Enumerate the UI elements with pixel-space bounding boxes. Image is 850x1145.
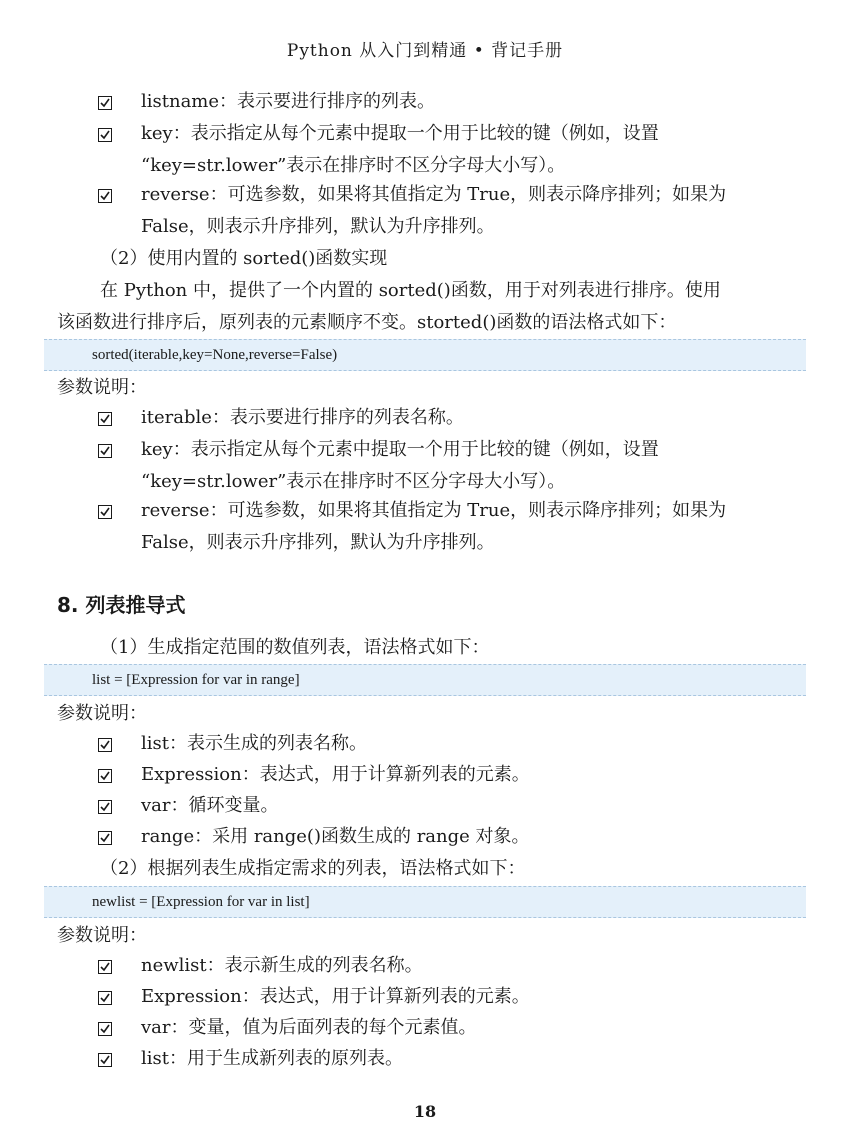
checkbox-icon bbox=[98, 128, 112, 142]
checkbox-icon bbox=[98, 1053, 112, 1067]
param-key-line2: “key=str.lower”表示在排序时不区分字母大小写）。 bbox=[141, 471, 566, 492]
code-block-range: list = [Expression for var in range] bbox=[44, 664, 806, 696]
param-var: var：变量，值为后面列表的每个元素值。 bbox=[141, 1017, 477, 1038]
param-list: list：表示生成的列表名称。 bbox=[141, 733, 367, 754]
page-header: Python 从入门到精通 • 背记手册 bbox=[286, 41, 564, 61]
param-key-line2: “key=str.lower”表示在排序时不区分字母大小写）。 bbox=[141, 155, 566, 176]
param-key-line1: key：表示指定从每个元素中提取一个用于比较的键（例如，设置 bbox=[141, 123, 659, 144]
code-block-sorted: sorted(iterable,key=None,reverse=False) bbox=[44, 339, 806, 371]
param-reverse-line2: False，则表示升序排列，默认为升序排列。 bbox=[141, 532, 495, 553]
checkbox-icon bbox=[98, 738, 112, 752]
params-label: 参数说明： bbox=[57, 925, 147, 946]
param-list-source: list：用于生成新列表的原列表。 bbox=[141, 1048, 403, 1069]
param-expression: Expression：表达式，用于计算新列表的元素。 bbox=[141, 986, 530, 1007]
param-iterable: iterable：表示要进行排序的列表名称。 bbox=[141, 407, 464, 428]
page-number: 18 bbox=[413, 1102, 437, 1121]
sorted-heading: （2）使用内置的 sorted()函数实现 bbox=[100, 248, 388, 269]
checkbox-icon bbox=[98, 800, 112, 814]
checkbox-icon bbox=[98, 444, 112, 458]
checkbox-icon bbox=[98, 960, 112, 974]
checkbox-icon bbox=[98, 505, 112, 519]
param-expression: Expression：表达式，用于计算新列表的元素。 bbox=[141, 764, 530, 785]
sorted-paragraph-line1: 在 Python 中，提供了一个内置的 sorted()函数，用于对列表进行排序。使用 bbox=[100, 280, 721, 301]
params-label: 参数说明： bbox=[57, 377, 147, 398]
checkbox-icon bbox=[98, 831, 112, 845]
param-var: var：循环变量。 bbox=[141, 795, 279, 816]
subsection-heading-1: （1）生成指定范围的数值列表，语法格式如下： bbox=[100, 637, 490, 658]
param-reverse-line1: reverse：可选参数，如果将其值指定为 True，则表示降序排列；如果为 bbox=[141, 184, 727, 205]
checkbox-icon bbox=[98, 991, 112, 1005]
params-label: 参数说明： bbox=[57, 703, 147, 724]
section-title: 8. 列表推导式 bbox=[57, 593, 186, 617]
checkbox-icon bbox=[98, 412, 112, 426]
code-block-list: newlist = [Expression for var in list] bbox=[44, 886, 806, 918]
param-range: range：采用 range()函数生成的 range 对象。 bbox=[141, 826, 530, 847]
subsection-heading-2: （2）根据列表生成指定需求的列表，语法格式如下： bbox=[100, 858, 526, 879]
sorted-paragraph-line2: 该函数进行排序后，原列表的元素顺序不变。storted()函数的语法格式如下： bbox=[57, 312, 677, 333]
checkbox-icon bbox=[98, 189, 112, 203]
checkbox-icon bbox=[98, 96, 112, 110]
param-listname: listname：表示要进行排序的列表。 bbox=[141, 91, 436, 112]
checkbox-icon bbox=[98, 769, 112, 783]
param-key-line1: key：表示指定从每个元素中提取一个用于比较的键（例如，设置 bbox=[141, 439, 659, 460]
param-newlist: newlist：表示新生成的列表名称。 bbox=[141, 955, 423, 976]
checkbox-icon bbox=[98, 1022, 112, 1036]
param-reverse-line1: reverse：可选参数，如果将其值指定为 True，则表示降序排列；如果为 bbox=[141, 500, 727, 521]
param-reverse-line2: False，则表示升序排列，默认为升序排列。 bbox=[141, 216, 495, 237]
